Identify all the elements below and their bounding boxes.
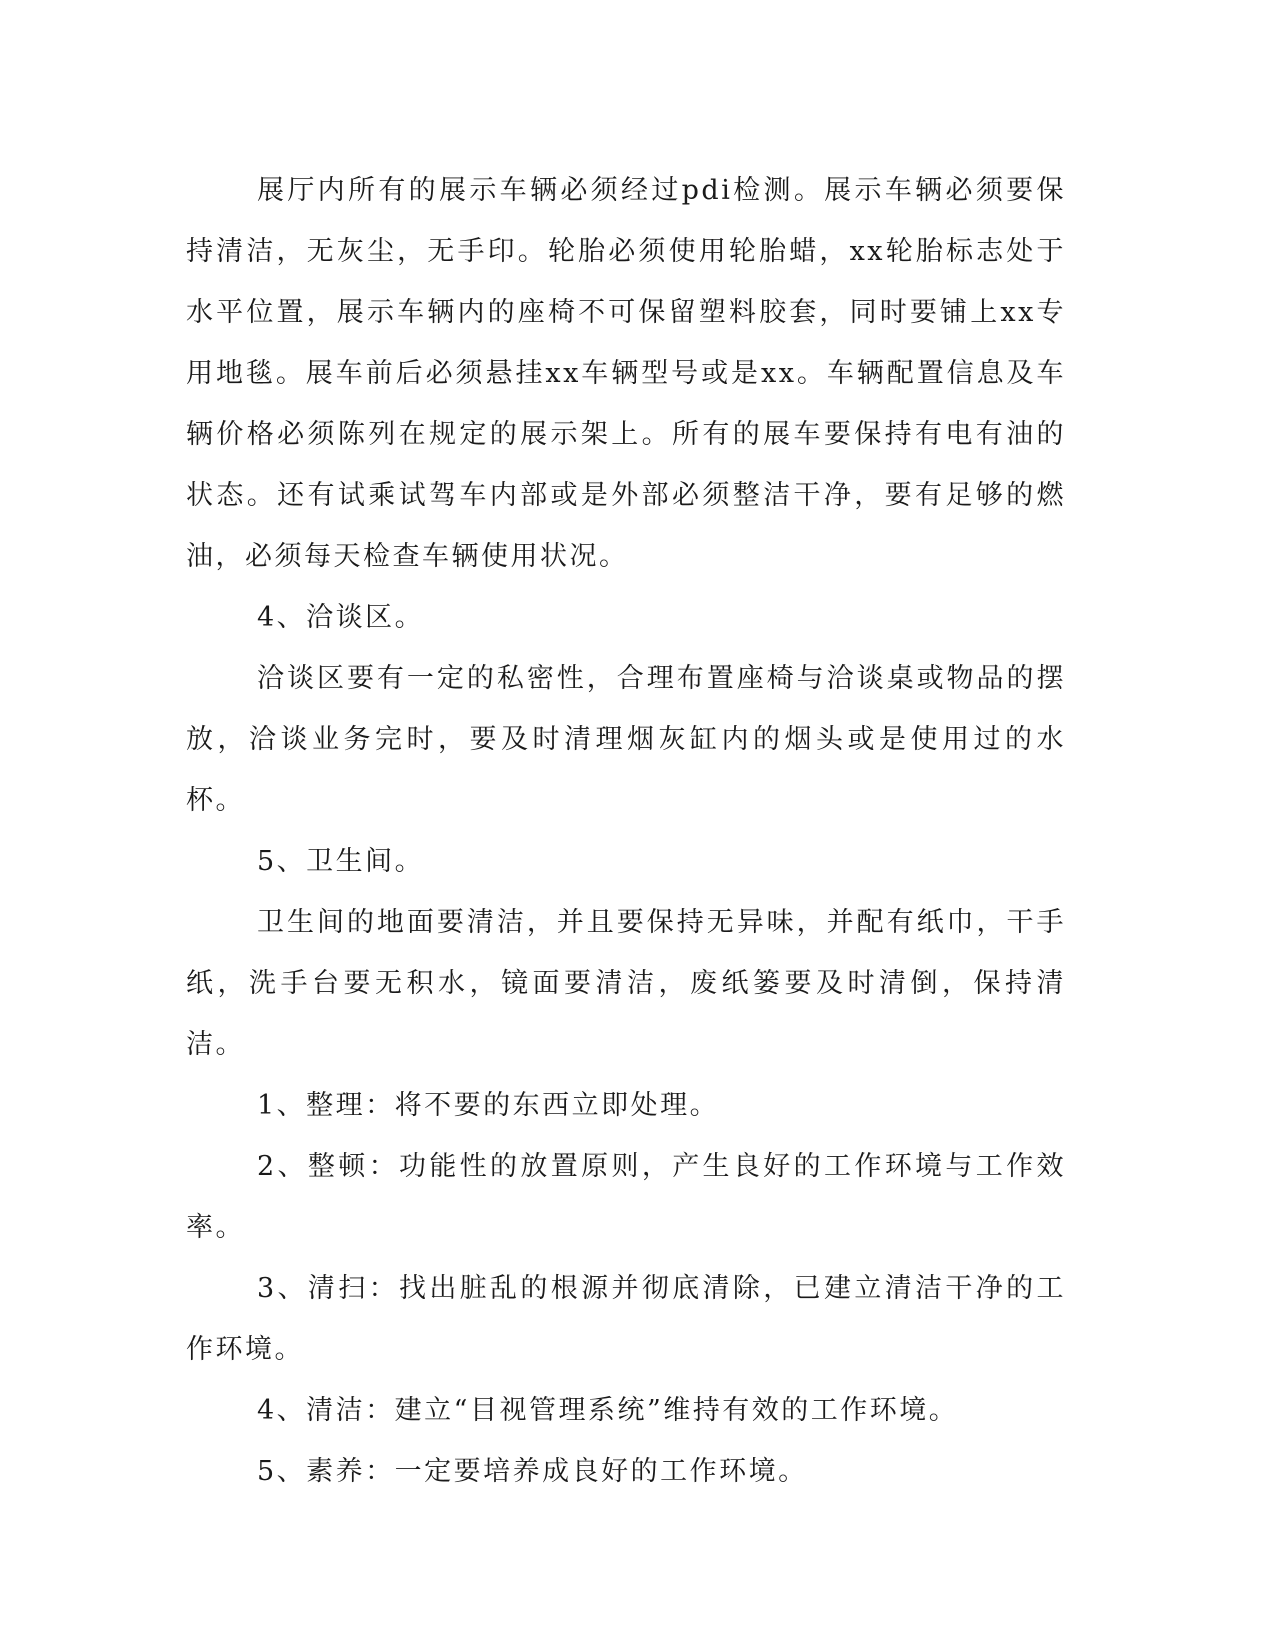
list-item-sustain: 5、素养：一定要培养成良好的工作环境。 bbox=[257, 1456, 808, 1487]
paragraph-display-vehicles: 展厅内所有的展示车辆必须经过pdi检测。展示车辆必须要保持清洁，无灰尘，无手印。轮胎必须使用轮胎蜡，xx轮胎标志处于水平位置，展示车辆内的座椅不可保留塑料胶套，同时要铺上xx专用地毯。展车前后必须悬挂xx车辆型号或是xx。车辆配置信息及车辆价格必须陈列在规定的展示架上。所有的展车要保持有电有油的状态。还有试乘试驾车内部或是外部必须整洁干净，要有足够的燃油，必须每天检查车辆使用状况。 bbox=[186, 175, 1066, 572]
list-item-sort: 1、整理：将不要的东西立即处理。 bbox=[257, 1090, 720, 1121]
document-body bbox=[186, 160, 1066, 1502]
heading-negotiation-area: 4、洽谈区。 bbox=[257, 602, 425, 633]
paragraph-negotiation-area: 洽谈区要有一定的私密性，合理布置座椅与洽谈桌或物品的摆放，洽谈业务完时，要及时清理烟灰缸内的烟头或是使用过的水杯。 bbox=[186, 663, 1066, 816]
list-item-set-in-order: 2、整顿：功能性的放置原则，产生良好的工作环境与工作效率。 bbox=[186, 1151, 1066, 1243]
heading-restroom: 5、卫生间。 bbox=[257, 846, 425, 877]
list-item-standardize: 4、清洁：建立“目视管理系统”维持有效的工作环境。 bbox=[257, 1395, 959, 1426]
paragraph-restroom: 卫生间的地面要清洁，并且要保持无异味，并配有纸巾，干手纸，洗手台要无积水，镜面要清洁，废纸篓要及时清倒，保持清洁。 bbox=[186, 907, 1066, 1060]
list-item-shine: 3、清扫：找出脏乱的根源并彻底清除，已建立清洁干净的工作环境。 bbox=[186, 1273, 1066, 1365]
